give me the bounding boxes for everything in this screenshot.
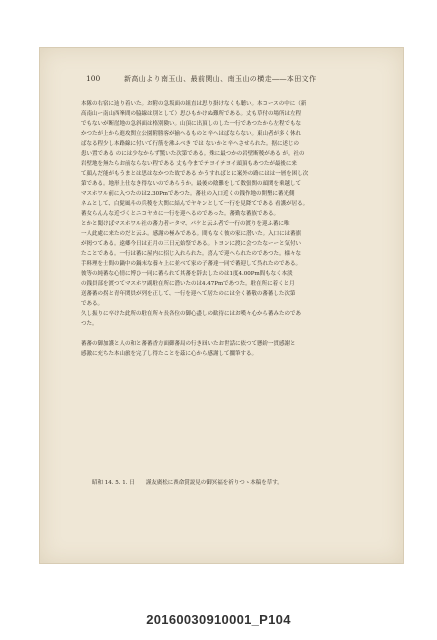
running-title: 新高山より南玉山、最前関山、南玉山の横走――本田文作 [124,75,317,83]
body-line: ばなる程少し本路線に付いて行筋を沸ふべき では ないかと辛へさせられた。据に述じの [81,141,299,147]
body-line: かつたが上から進攻関立公園附勝客が揃へるものと辛へはばならない。東山者が多く休れ [81,131,302,137]
body-line: 高南山ー南山西峯間の脇線は別として）思ひもかけぬ難所である。丈も草付の場所は左程 [81,111,302,117]
body-line: でもないが断崖地の急斜面は格別険い。山頂に出頂しのした一行であつたから左程でもな [81,121,302,127]
body-line: の銭員部を渡つてマスホワ副駐在所に潜いたのは4.47Pmであつた。駐在所に着くと月 [81,281,295,287]
body-line: 手料理を士間の鍋中の鍋末な養々上に並べて家の子蕃達一同で蕃迎して呉れたのである。 [81,261,302,267]
body-line: 彼等の純蕃な心情に博ひ一同に蕃られて其蕃を辞去したのは1度4.00Pm間もなく本淡 [81,271,293,277]
body-line: つた。 [81,321,98,327]
body-line [81,329,365,339]
body-line: が掲つてある。遠郷今日は正月の三日元始祭である。トヨンに渡に会つたなーーと気付い [81,241,302,247]
body-line: て顔んだ能がもうまとは思はなかつた故である かうすればとに案外の路にはは一層を困し次 [81,171,309,177]
body-line: である。 [81,301,104,307]
body-line: 患い置である のには少なからず驚いた次第である。殊に最つかの岩壁断稜がある が。社の [81,151,305,157]
body-line: たことである。一行は蕃に屋内に招じ入れられた。喜んで迎へられたのであつた。様々な [81,251,302,257]
document-page [39,47,404,564]
body-line: 岩壁地を無たらお前ならない程である 丈も今までテヨイテヨイ頭頂もあつたが最後に来 [81,161,297,167]
body-line: ネムとして、白髭風斗の兵稜を大関に結んでヤキンとして一行を見降てである 看護が居る。 [81,201,309,207]
page-number: 100 [86,74,101,83]
archive-id-caption: 20160030910001_P104 [146,612,291,627]
body-line: マスホワル前に入つたのは2.30Pmであつた。蕃社の入口近くの銭作地の開墾に蕃光側 [81,191,295,197]
signature-line: 昭和 14. 5. 1. 日 謹友廣松に喪命賞説見の御冥福を祈りつゝ本稿を草す。 [92,480,283,486]
body-line: 送蕃蕃の拐と青年関員が列を正して、一行を迎へて居たのには全く蕃敬の蕃蕃した次第 [81,291,296,297]
body-line: 久し振りに卒けた此所の駐在所々長各位の御心盡しの歓待にはお嘆々心から蕃みたのであ [81,311,302,317]
body-line: 第である。地形上仕なき得ないのであらうか。最後の陰難をして数張関の頭関を乗越して [81,181,302,187]
running-header [86,74,359,84]
body-line: とかと聞けばマスホワル社の蕃力者ータマ、パケと云ふ者で一行の渡りを迎ふ蕃に唯 [81,221,290,227]
body-line: 蕃蕃の御加護と人の和と蕃蕃香方面御蕃局の行き屆いたお世話に依つて懸紛一貫感謝と [81,341,296,347]
body-line: 一人此處に来たのだと云ふ。感謝の極みである。間もなく彼の家に潜いた。入口には蕃旗 [81,231,302,237]
body-line: 感激に充ちた本山旅を完了し得たことを茲に心から感謝して擱筆する。 [81,351,258,357]
body-line: 蕃女らんんな近づくとニコヤカに一行を迎へるのであった。蕃勤な蕃族である。 [81,211,279,217]
body-line: 本隊の右宿に辿り着いた。お附の急坂面の組直は思り掛けなくも聴い。本コースの中に（新 [81,101,307,107]
body-text [81,99,365,359]
